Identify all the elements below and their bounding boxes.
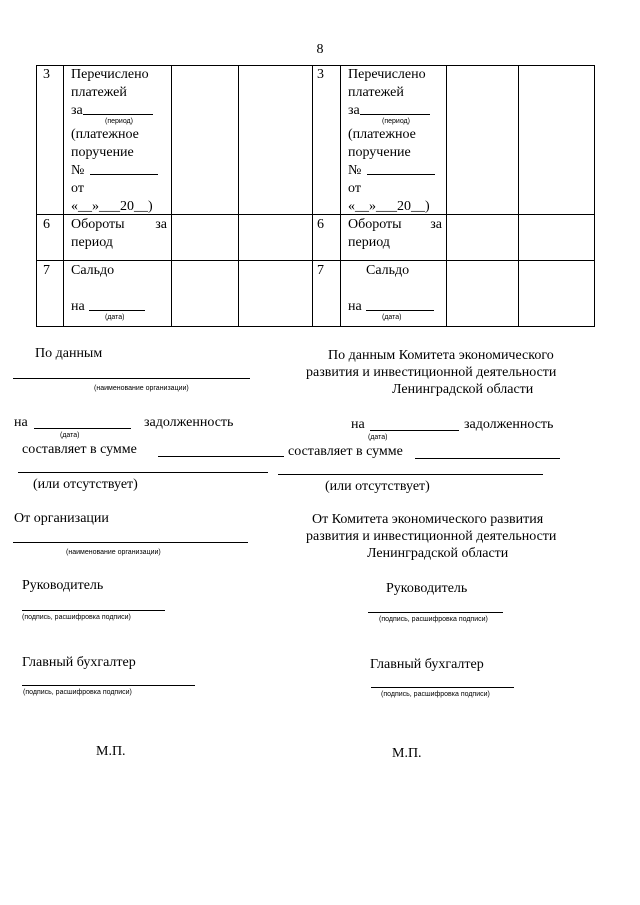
left-na: на (14, 415, 28, 430)
table-border-left (36, 65, 37, 327)
table-border-bottom (36, 326, 595, 327)
right-ot-line2: развития и инвестиционной деятельности (306, 529, 557, 544)
left-sign-hint2: (подпись, расшифровка подписи) (23, 689, 132, 696)
left-stamp-place: М.П. (96, 744, 126, 759)
left-zadolzhennost: задолженность (144, 415, 234, 430)
left-rukovoditel: Руководитель (22, 578, 104, 593)
left-glavbuh: Главный бухгалтер (22, 655, 136, 670)
right-sum-line2 (278, 474, 543, 475)
table-row-number: 3 (317, 67, 324, 82)
right-summa: составляет в сумме (288, 444, 403, 459)
right-po-dannym-line1: По данным Комитета экономического (328, 348, 554, 363)
table-row-number: 6 (43, 217, 50, 232)
left-org-name-line (13, 378, 250, 379)
right-zadolzhennost: задолженность (464, 417, 554, 432)
right-date-line (370, 430, 459, 431)
left-org-name-line2 (13, 542, 248, 543)
left-summa: составляет в сумме (22, 442, 137, 457)
reconciliation-table (36, 65, 595, 327)
table-col-divider (518, 65, 519, 327)
table-col-divider (340, 65, 341, 327)
table-row-number: 3 (43, 67, 50, 82)
table-row-divider (36, 260, 595, 261)
left-po-dannym: По данным (35, 346, 103, 361)
table-row-number: 6 (317, 217, 324, 232)
table-col-divider (63, 65, 64, 327)
table-row-label: Сальдо на (дата) (71, 262, 171, 322)
table-row-label: Обороты за период (348, 217, 442, 250)
right-otsutstvuet: (или отсутствует) (325, 479, 430, 494)
left-org-hint2: (наименование организации) (66, 549, 161, 556)
right-rukovoditel: Руководитель (386, 581, 468, 596)
table-row-label: Обороты за период (71, 217, 167, 250)
right-date-hint: (дата) (368, 434, 388, 441)
right-ot-line1: От Комитета экономического развития (312, 512, 544, 527)
table-row-label: Перечислено платежей за (период) (платежное поручение № от «__»___20__) (71, 66, 167, 216)
table-row-label: Сальдо на (дата) (348, 262, 448, 322)
left-sign-hint1: (подпись, расшифровка подписи) (22, 614, 131, 621)
left-date-hint: (дата) (60, 432, 80, 439)
right-glavbuh-sign-line (371, 687, 514, 688)
table-row-label: Перечислено платежей за (период) (платежное поручение № от «__»___20__) (348, 66, 444, 216)
table-col-divider (238, 65, 239, 327)
right-stamp-place: М.П. (392, 746, 422, 761)
left-org-hint: (наименование организации) (94, 385, 189, 392)
left-otsutstvuet: (или отсутствует) (33, 477, 138, 492)
right-sum-line (415, 458, 560, 459)
table-col-divider (312, 65, 313, 327)
right-sign-hint1: (подпись, расшифровка подписи) (379, 616, 488, 623)
table-border-right (594, 65, 595, 327)
right-ot-line3: Ленинградской области (367, 546, 509, 561)
left-rukovoditel-sign-line (22, 610, 165, 611)
table-row-number: 7 (317, 263, 324, 278)
right-po-dannym-line3: Ленинградской области (392, 382, 534, 397)
left-sum-line2 (18, 472, 268, 473)
left-glavbuh-sign-line (22, 685, 195, 686)
left-ot-org: От организации (14, 511, 109, 526)
right-na: на (351, 417, 365, 432)
right-glavbuh: Главный бухгалтер (370, 657, 484, 672)
right-po-dannym-line2: развития и инвестиционной деятельности (306, 365, 557, 380)
table-col-divider (171, 65, 172, 327)
right-rukovoditel-sign-line (368, 612, 503, 613)
left-sum-line (158, 456, 284, 457)
table-row-number: 7 (43, 263, 50, 278)
right-sign-hint2: (подпись, расшифровка подписи) (381, 691, 490, 698)
page-number: 8 (316, 42, 324, 57)
left-date-line (34, 428, 131, 429)
